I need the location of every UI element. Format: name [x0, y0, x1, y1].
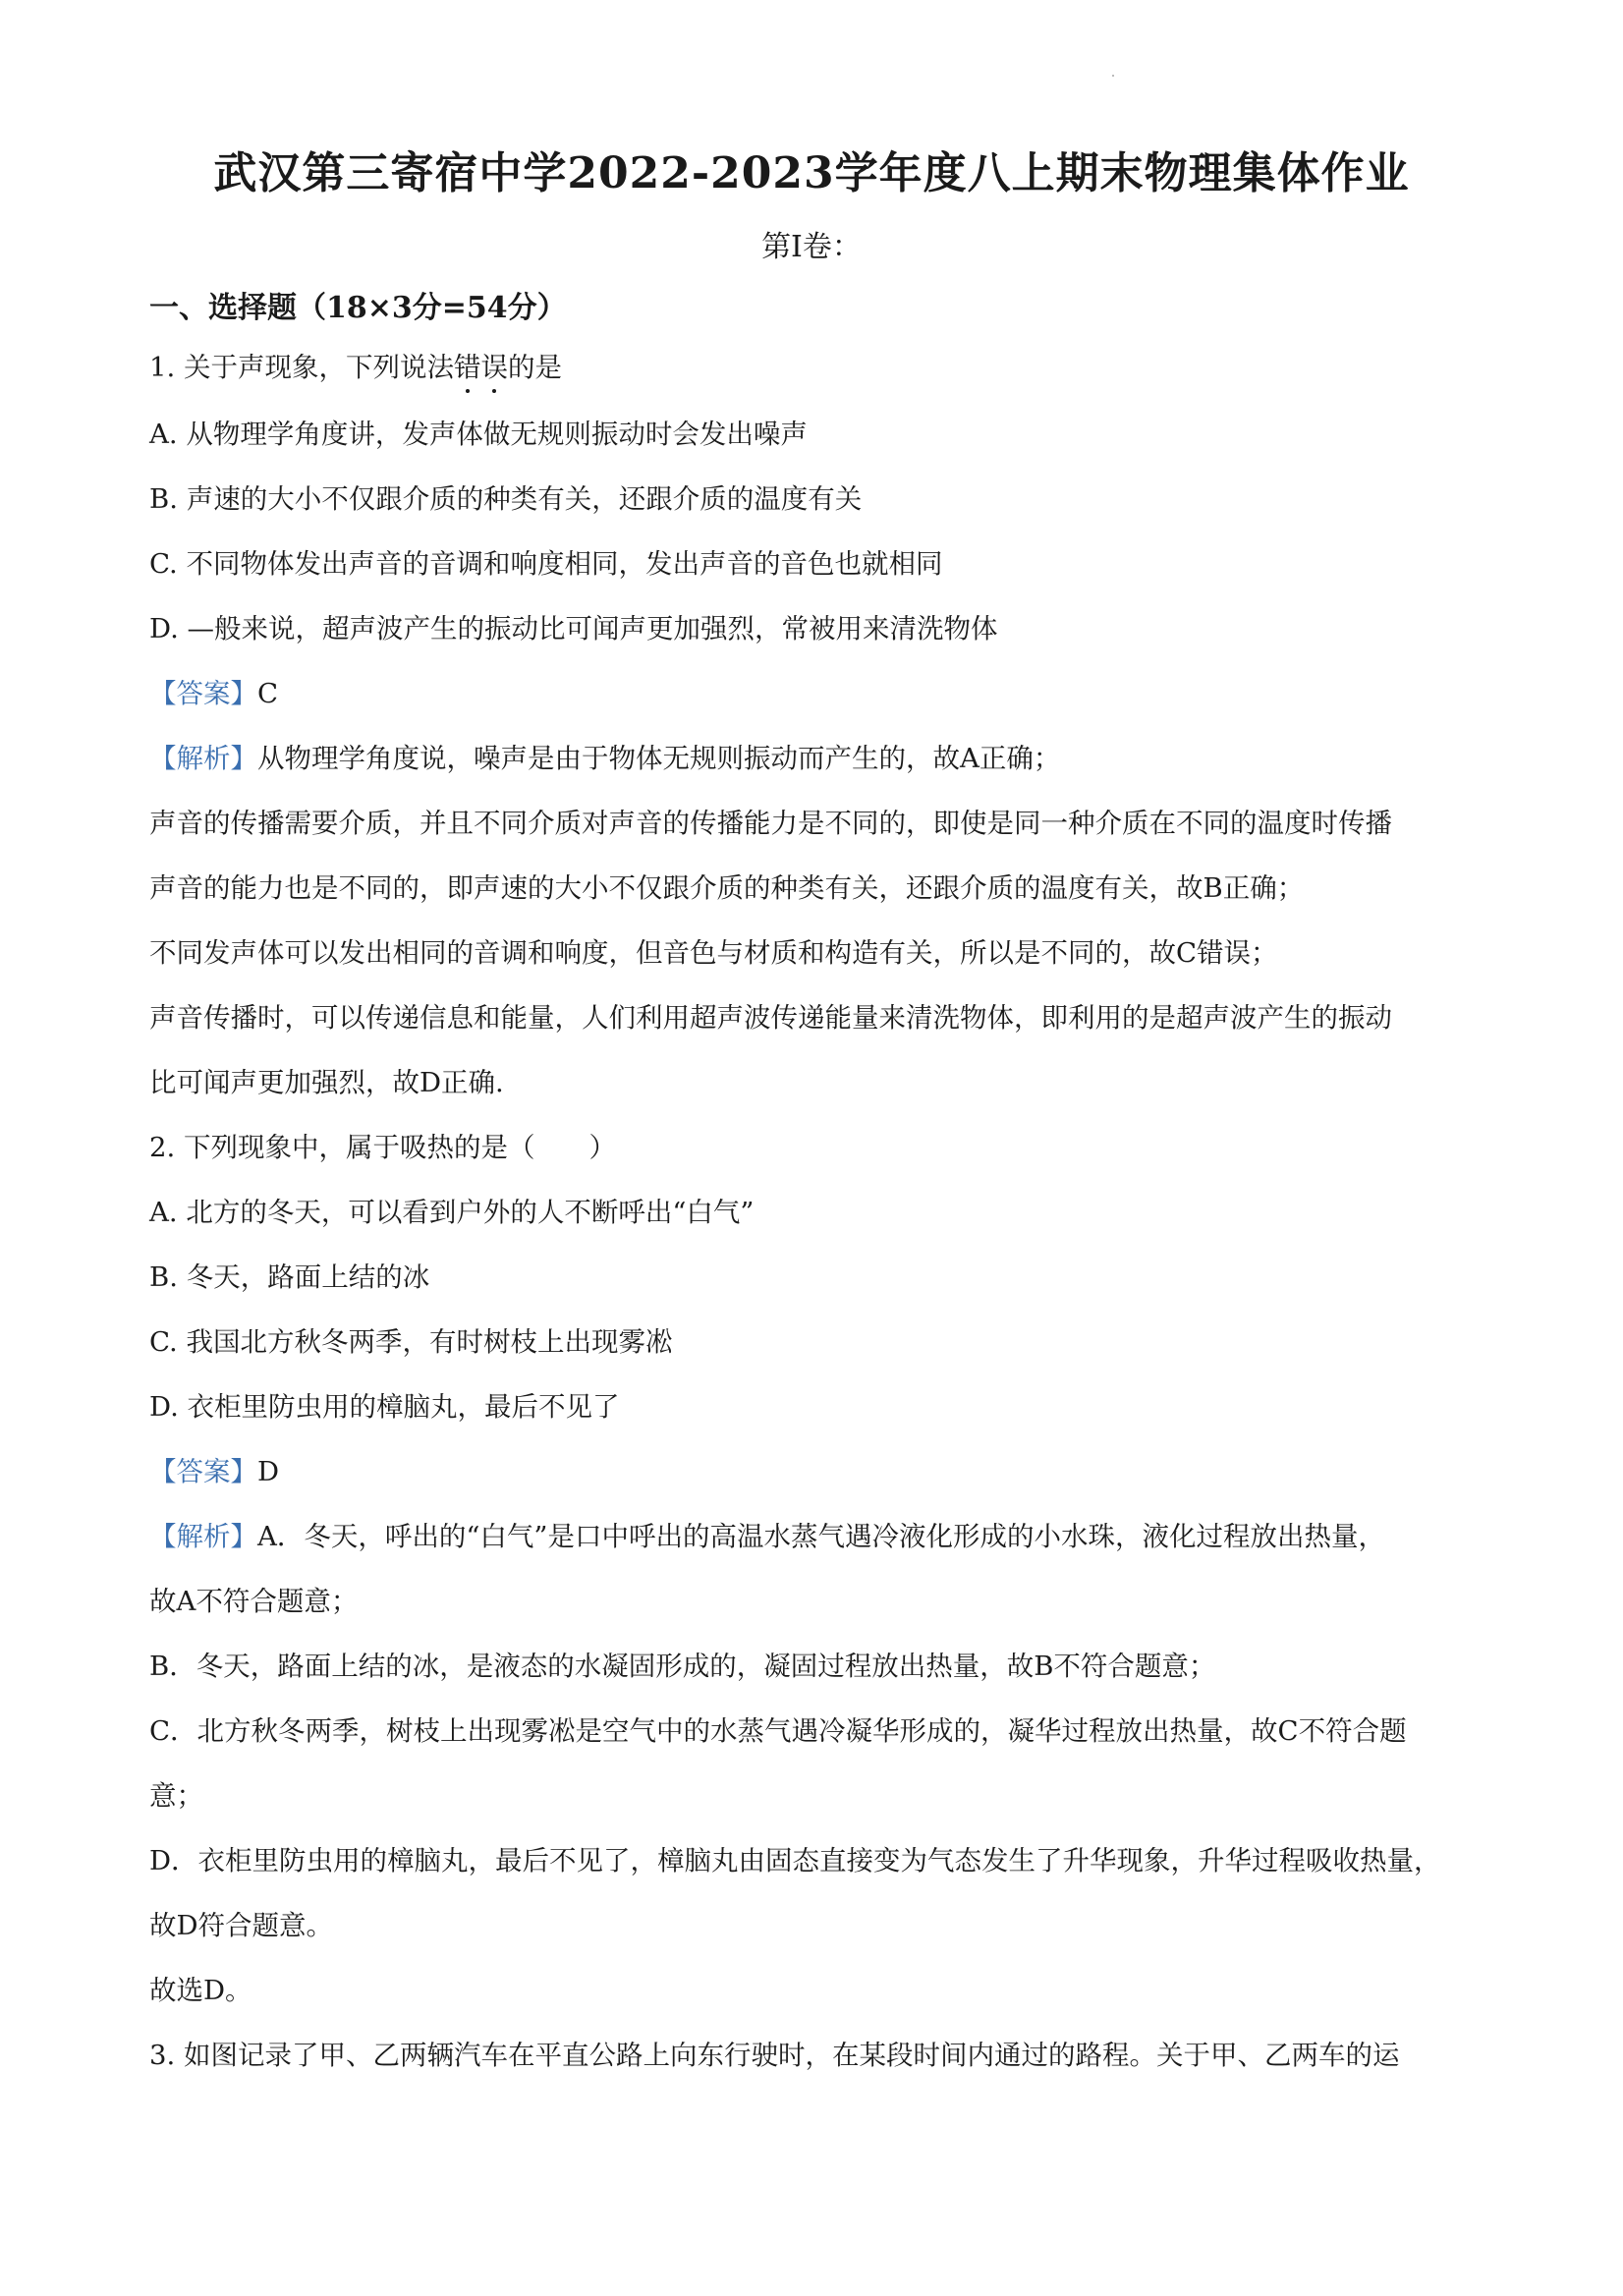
answer-label: 【答案】 — [149, 1456, 257, 1487]
q1-analysis — [149, 741, 1060, 776]
q2-option-d: D. 衣柜里防虫用的樟脑丸，最后不见了 — [149, 1391, 620, 1423]
q2-analysis-line: 故D符合题意。 — [149, 1910, 334, 1941]
q2-option-b: B. 冬天，路面上结的冰 — [149, 1261, 430, 1293]
q2-stem: 2. 下列现象中，属于吸热的是（ ） — [149, 1132, 616, 1163]
q1-analysis-line: 比可闻声更加强烈，故D正确. — [149, 1067, 504, 1098]
analysis-text: 从物理学角度说，噪声是由于物体无规则振动而产生的，故A正确； — [257, 743, 1061, 774]
volume-heading: 第Ⅰ卷： — [761, 230, 862, 264]
scan-speck — [1112, 75, 1114, 77]
q1-stem-suffix: 的是 — [507, 352, 562, 383]
emphasis-dot — [466, 389, 470, 393]
answer-value: D — [257, 1456, 280, 1487]
q1-option-d: D. —般来说，超声波产生的振动比可闻声更加强烈，常被用来清洗物体 — [149, 613, 998, 644]
q2-analysis-line: 意； — [149, 1780, 203, 1812]
emphasis-dot — [492, 389, 496, 393]
q2-analysis — [149, 1519, 1385, 1554]
q2-option-a: A. 北方的冬天，可以看到户外的人不断呼出“白气” — [149, 1197, 755, 1228]
q1-emphasis-char-1: 错 — [454, 352, 481, 383]
analysis-text: A．冬天，呼出的“白气”是口中呼出的高温水蒸气遇冷液化形成的小水珠，液化过程放出热量， — [257, 1521, 1385, 1552]
q3-stem: 3. 如图记录了甲、乙两辆汽车在平直公路上向东行驶时，在某段时间内通过的路程。关于甲、乙两车的运 — [149, 2040, 1400, 2071]
q1-option-a: A. 从物理学角度讲，发声体做无规则振动时会发出噪声 — [149, 419, 808, 450]
q2-analysis-line: D．衣柜里防虫用的樟脑丸，最后不见了，樟脑丸由固态直接变为气态发生了升华现象，升华过程吸收热量， — [149, 1845, 1441, 1876]
q1-emphasis-char-2: 误 — [480, 352, 508, 383]
page-title: 武汉第三寄宿中学2022-2023学年度八上期末物理集体作业 — [213, 148, 1410, 198]
q2-analysis-line: 故选D。 — [149, 1975, 252, 2006]
q1-analysis-line: 声音的能力也是不同的，即声速的大小不仅跟介质的种类有关，还跟介质的温度有关，故B正确； — [149, 872, 1305, 904]
q1-option-c: C. 不同物体发出声音的音调和响度相同，发出声音的音色也就相同 — [149, 548, 943, 580]
answer-label: 【答案】 — [149, 678, 257, 709]
answer-value: C — [257, 678, 279, 709]
q1-analysis-line: 声音的传播需要介质，并且不同介质对声音的传播能力是不同的，即使是同一种介质在不同的温度时传播 — [149, 808, 1392, 839]
q1-analysis-line: 不同发声体可以发出相同的音调和响度，但音色与材质和构造有关，所以是不同的，故C错误； — [149, 937, 1278, 969]
q2-analysis-line: B．冬天，路面上结的冰，是液态的水凝固形成的，凝固过程放出热量，故B不符合题意； — [149, 1651, 1216, 1682]
q1-stem-prefix: 1. 关于声现象，下列说法 — [149, 352, 454, 383]
analysis-label: 【解析】 — [149, 1521, 257, 1552]
analysis-label: 【解析】 — [149, 743, 257, 774]
q1-analysis-line: 声音传播时，可以传递信息和能量，人们利用超声波传递能量来清洗物体，即利用的是超声波产生的振动 — [149, 1002, 1392, 1034]
q2-option-c: C. 我国北方秋冬两季，有时树枝上出现雾凇 — [149, 1326, 673, 1358]
q1-option-b: B. 声速的大小不仅跟介质的种类有关，还跟介质的温度有关 — [149, 483, 863, 515]
q1-answer — [149, 676, 278, 711]
q2-analysis-line: 故A不符合题意； — [149, 1586, 359, 1617]
q2-answer — [149, 1454, 279, 1489]
q2-analysis-line: C．北方秋冬两季，树枝上出现雾凇是空气中的水蒸气遇冷凝华形成的，凝华过程放出热量，故C不符合题 — [149, 1715, 1407, 1747]
section-heading: 一、选择题（18×3分=54分） — [149, 291, 567, 325]
q1-stem — [149, 350, 562, 385]
